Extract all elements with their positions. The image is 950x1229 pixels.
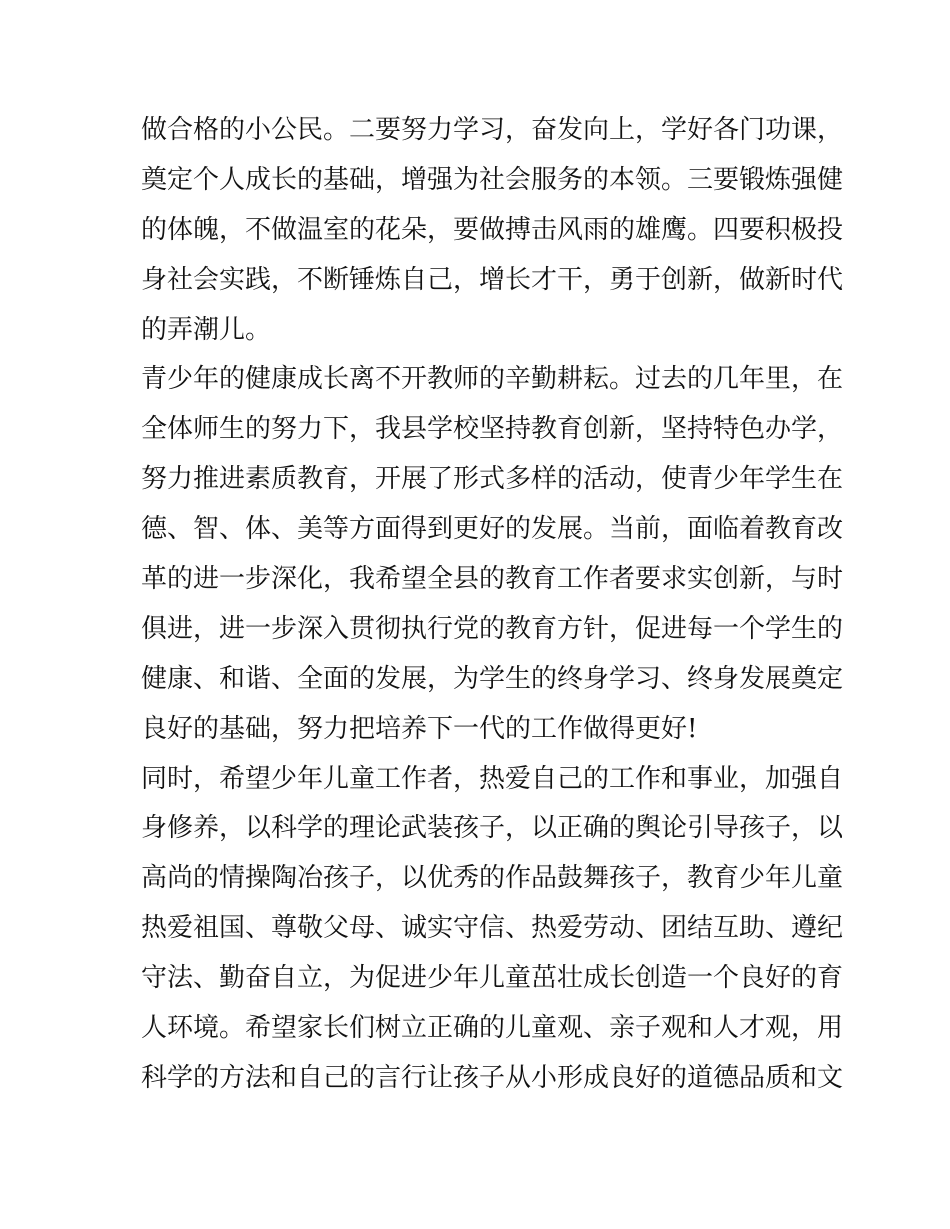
text-line: 奠定个人成长的基础，增强为社会服务的本领。三要锻炼强健 bbox=[141, 164, 844, 195]
text-line: 科学的方法和自己的言行让孩子从小形成良好的道德品质和文 bbox=[141, 1062, 844, 1093]
text-line: 的弄潮儿。 bbox=[141, 314, 272, 345]
text-line: 的体魄，不做温室的花朵，要做搏击风雨的雄鹰。四要积极投 bbox=[141, 214, 844, 245]
text-line: 热爱祖国、尊敬父母、诚实守信、热爱劳动、团结互助、遵纪 bbox=[141, 913, 844, 944]
text-line: 革的进一步深化，我希望全县的教育工作者要求实创新，与时 bbox=[141, 564, 844, 595]
body-text bbox=[141, 106, 844, 1104]
text-line: 俱进，进一步深入贯彻执行党的教育方针，促进每一个学生的 bbox=[141, 613, 844, 644]
text-line: 健康、和谐、全面的发展，为学生的终身学习、终身发展奠定 bbox=[141, 663, 844, 694]
text-line: 同时，希望少年儿童工作者，热爱自己的工作和事业，加强自 bbox=[141, 763, 844, 794]
text-line: 高尚的情操陶冶孩子，以优秀的作品鼓舞孩子，教育少年儿童 bbox=[141, 863, 844, 894]
text-line: 努力推进素质教育，开展了形式多样的活动，使青少年学生在 bbox=[141, 464, 844, 495]
text-line: 人环境。希望家长们树立正确的儿童观、亲子观和人才观，用 bbox=[141, 1013, 844, 1044]
text-line: 做合格的小公民。二要努力学习，奋发向上，学好各门功课， bbox=[141, 115, 844, 145]
text-line: 全体师生的努力下，我县学校坚持教育创新，坚持特色办学， bbox=[141, 414, 844, 445]
text-line: 青少年的健康成长离不开教师的辛勤耕耘。过去的几年里，在 bbox=[141, 364, 844, 395]
text-line: 身修养，以科学的理论武装孩子，以正确的舆论引导孩子，以 bbox=[141, 813, 844, 844]
text-line: 德、智、体、美等方面得到更好的发展。当前，面临着教育改 bbox=[141, 514, 844, 545]
text-line: 良好的基础，努力把培养下一代的工作做得更好! bbox=[141, 713, 698, 744]
text-line: 身社会实践，不断锤炼自己，增长才干，勇于创新，做新时代 bbox=[141, 264, 844, 295]
text-line: 守法、勤奋自立，为促进少年儿童茁壮成长创造一个良好的育 bbox=[141, 963, 844, 994]
